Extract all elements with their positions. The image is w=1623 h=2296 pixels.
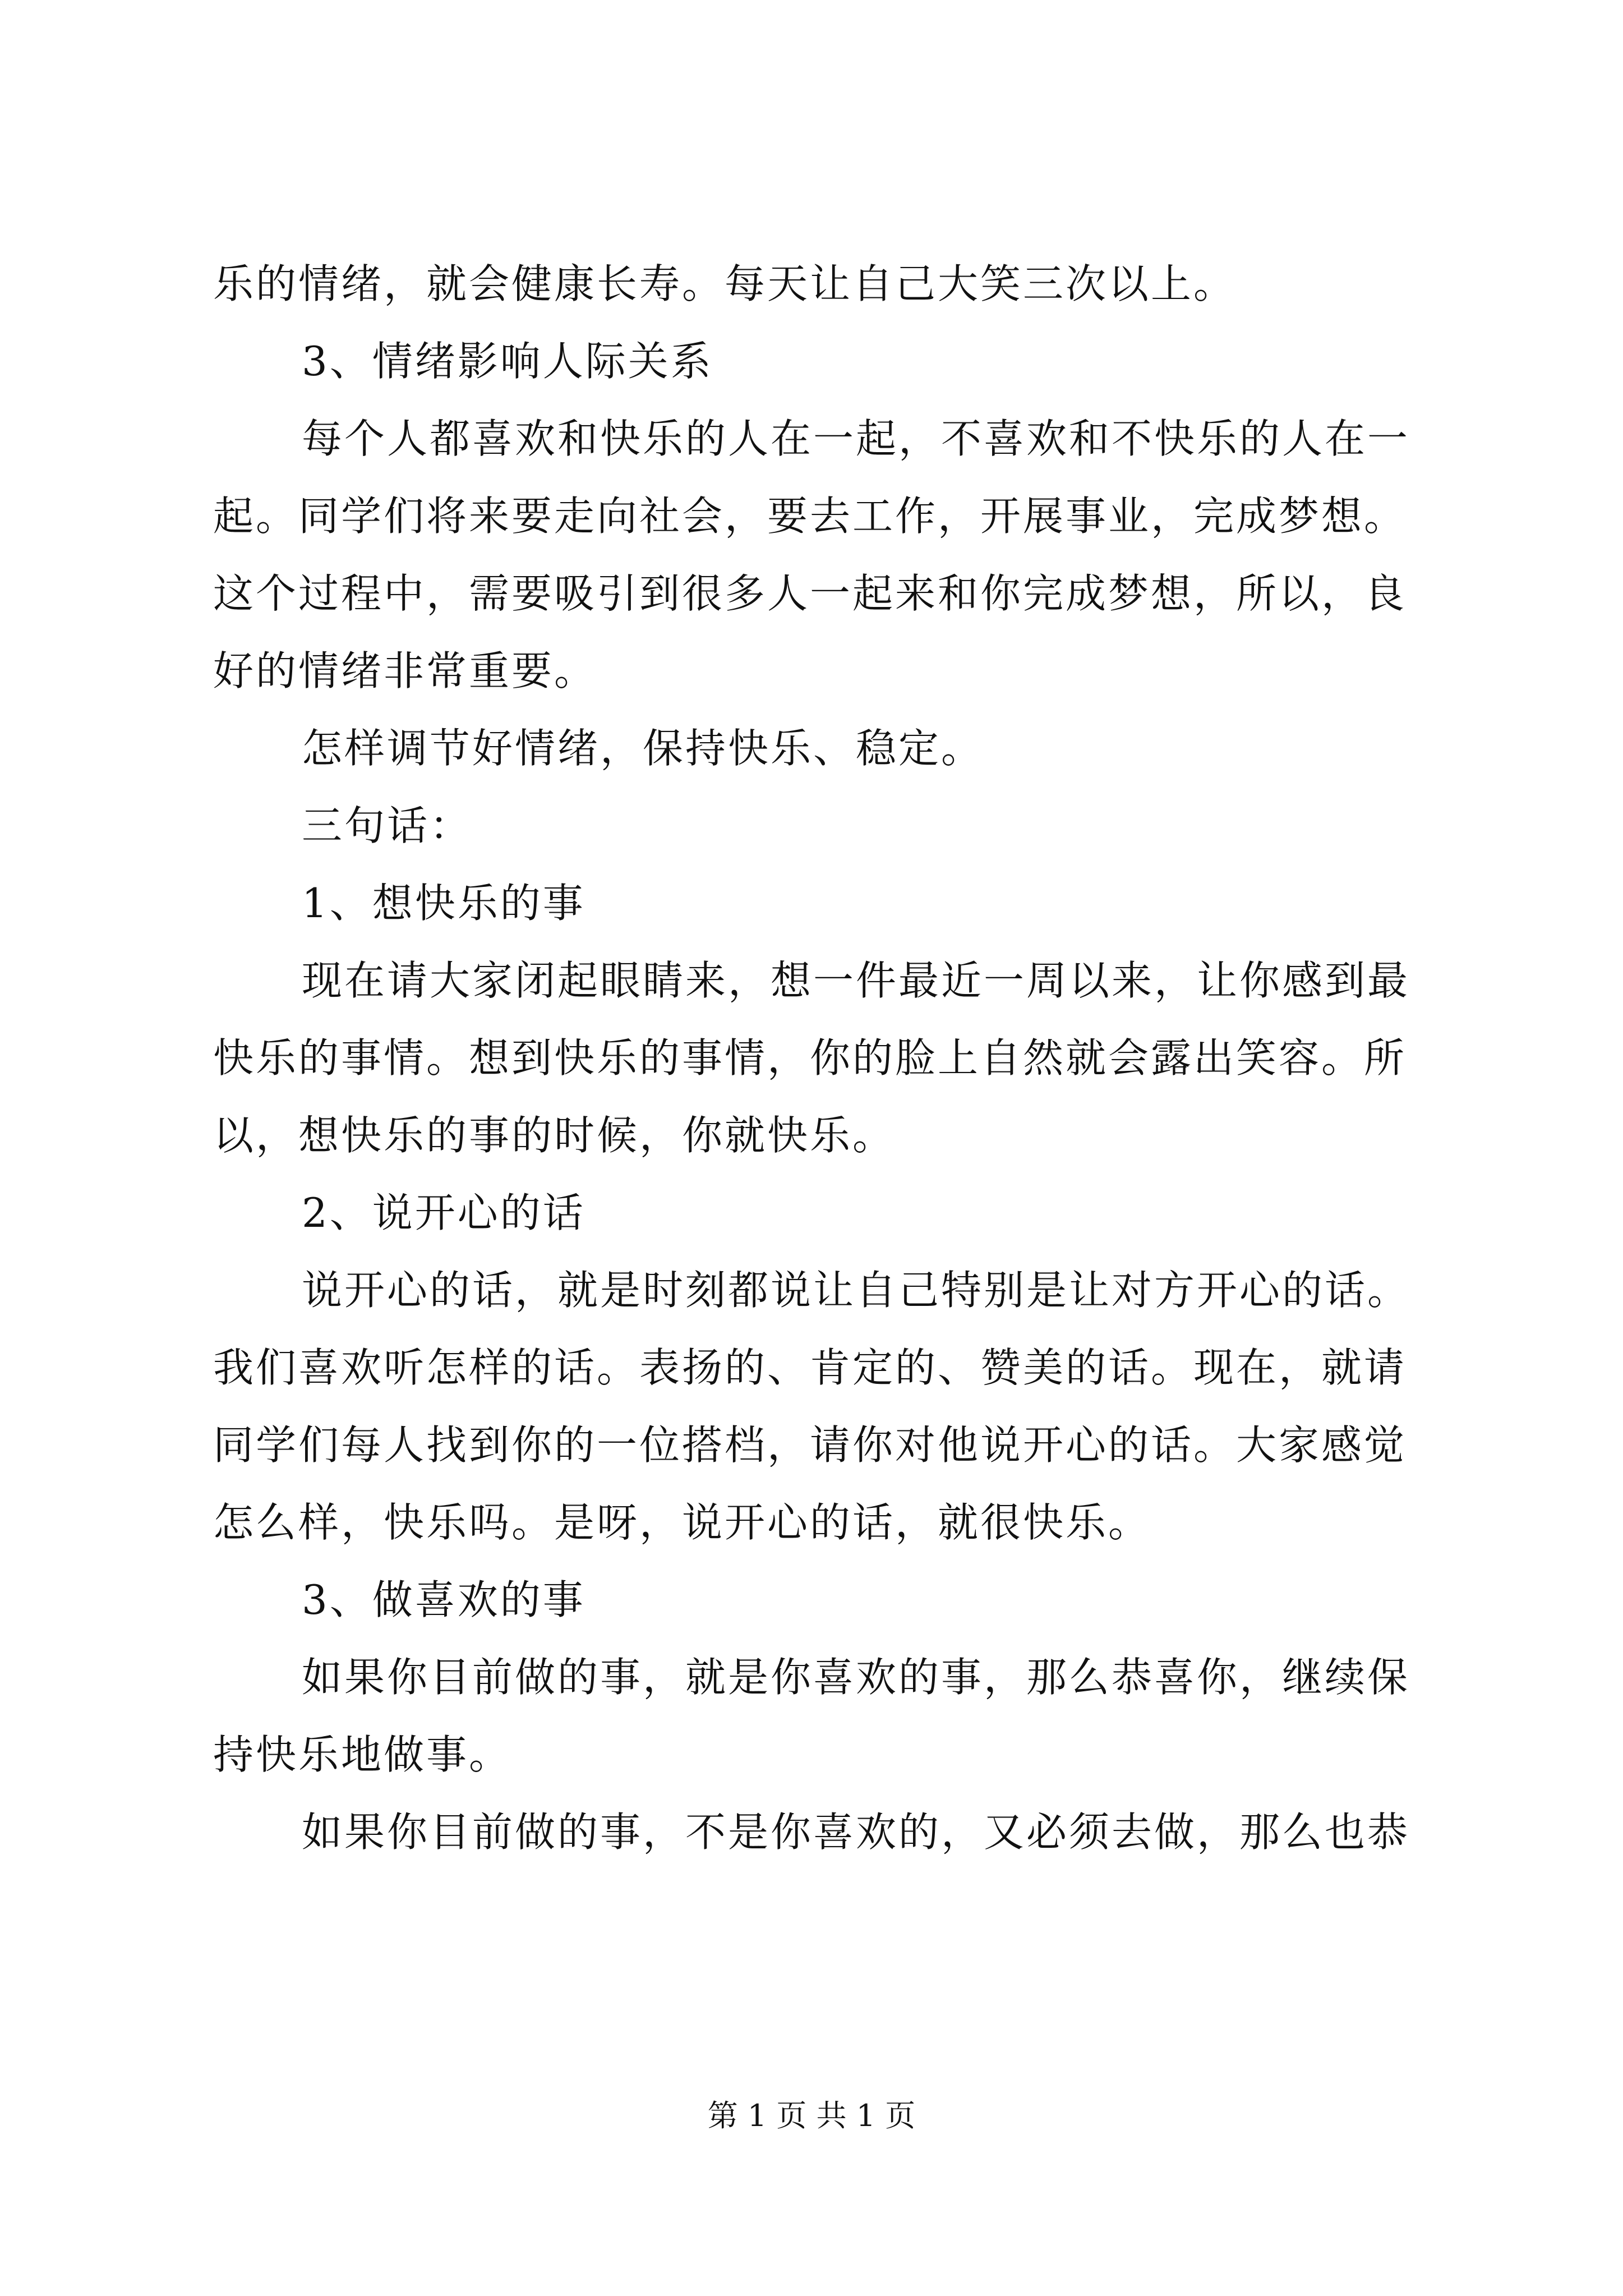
text-line: 好的情绪非常重要。 <box>213 647 597 694</box>
text-line: 以，想快乐的事的时候，你就快乐。 <box>213 1112 896 1159</box>
text-line: 如果你目前做的事，不是你喜欢的，又必须去做，那么也恭 <box>302 1809 1410 1856</box>
text-line: 怎么样，快乐吗。是呀，说开心的话，就很快乐。 <box>213 1499 1151 1546</box>
text-line: 起。同学们将来要走向社会，要去工作，开展事业，完成梦想。 <box>213 493 1407 540</box>
text-line: 每个人都喜欢和快乐的人在一起，不喜欢和不快乐的人在一 <box>302 415 1410 462</box>
section-heading: 3、情绪影响人际关系 <box>302 338 713 385</box>
section-heading: 3、做喜欢的事 <box>302 1576 585 1623</box>
text-line: 如果你目前做的事，就是你喜欢的事，那么恭喜你，继续保 <box>302 1654 1410 1701</box>
section-heading: 1、想快乐的事 <box>302 880 585 927</box>
section-heading: 2、说开心的话 <box>302 1189 585 1236</box>
text-line: 这个过程中，需要吸引到很多人一起来和你完成梦想，所以，良 <box>213 570 1407 617</box>
text-line: 现在请大家闭起眼睛来，想一件最近一周以来，让你感到最 <box>302 957 1410 1004</box>
page-footer: 第 1 页 共 1 页 <box>707 2098 916 2133</box>
text-line: 乐的情绪，就会健康长寿。每天让自己大笑三次以上。 <box>213 260 1237 307</box>
body-text <box>213 260 1424 1889</box>
text-line: 我们喜欢听怎样的话。表扬的、肯定的、赞美的话。现在，就请 <box>213 1344 1407 1391</box>
text-line: 怎样调节好情绪，保持快乐、稳定。 <box>302 725 984 772</box>
text-line: 快乐的事情。想到快乐的事情，你的脸上自然就会露出笑容。所 <box>213 1034 1407 1082</box>
text-line: 说开心的话，就是时刻都说让自己特别是让对方开心的话。 <box>302 1267 1410 1314</box>
text-line: 持快乐地做事。 <box>213 1731 512 1778</box>
text-line: 三句话： <box>302 802 473 849</box>
text-line: 同学们每人找到你的一位搭档，请你对他说开心的话。大家感觉 <box>213 1421 1407 1469</box>
